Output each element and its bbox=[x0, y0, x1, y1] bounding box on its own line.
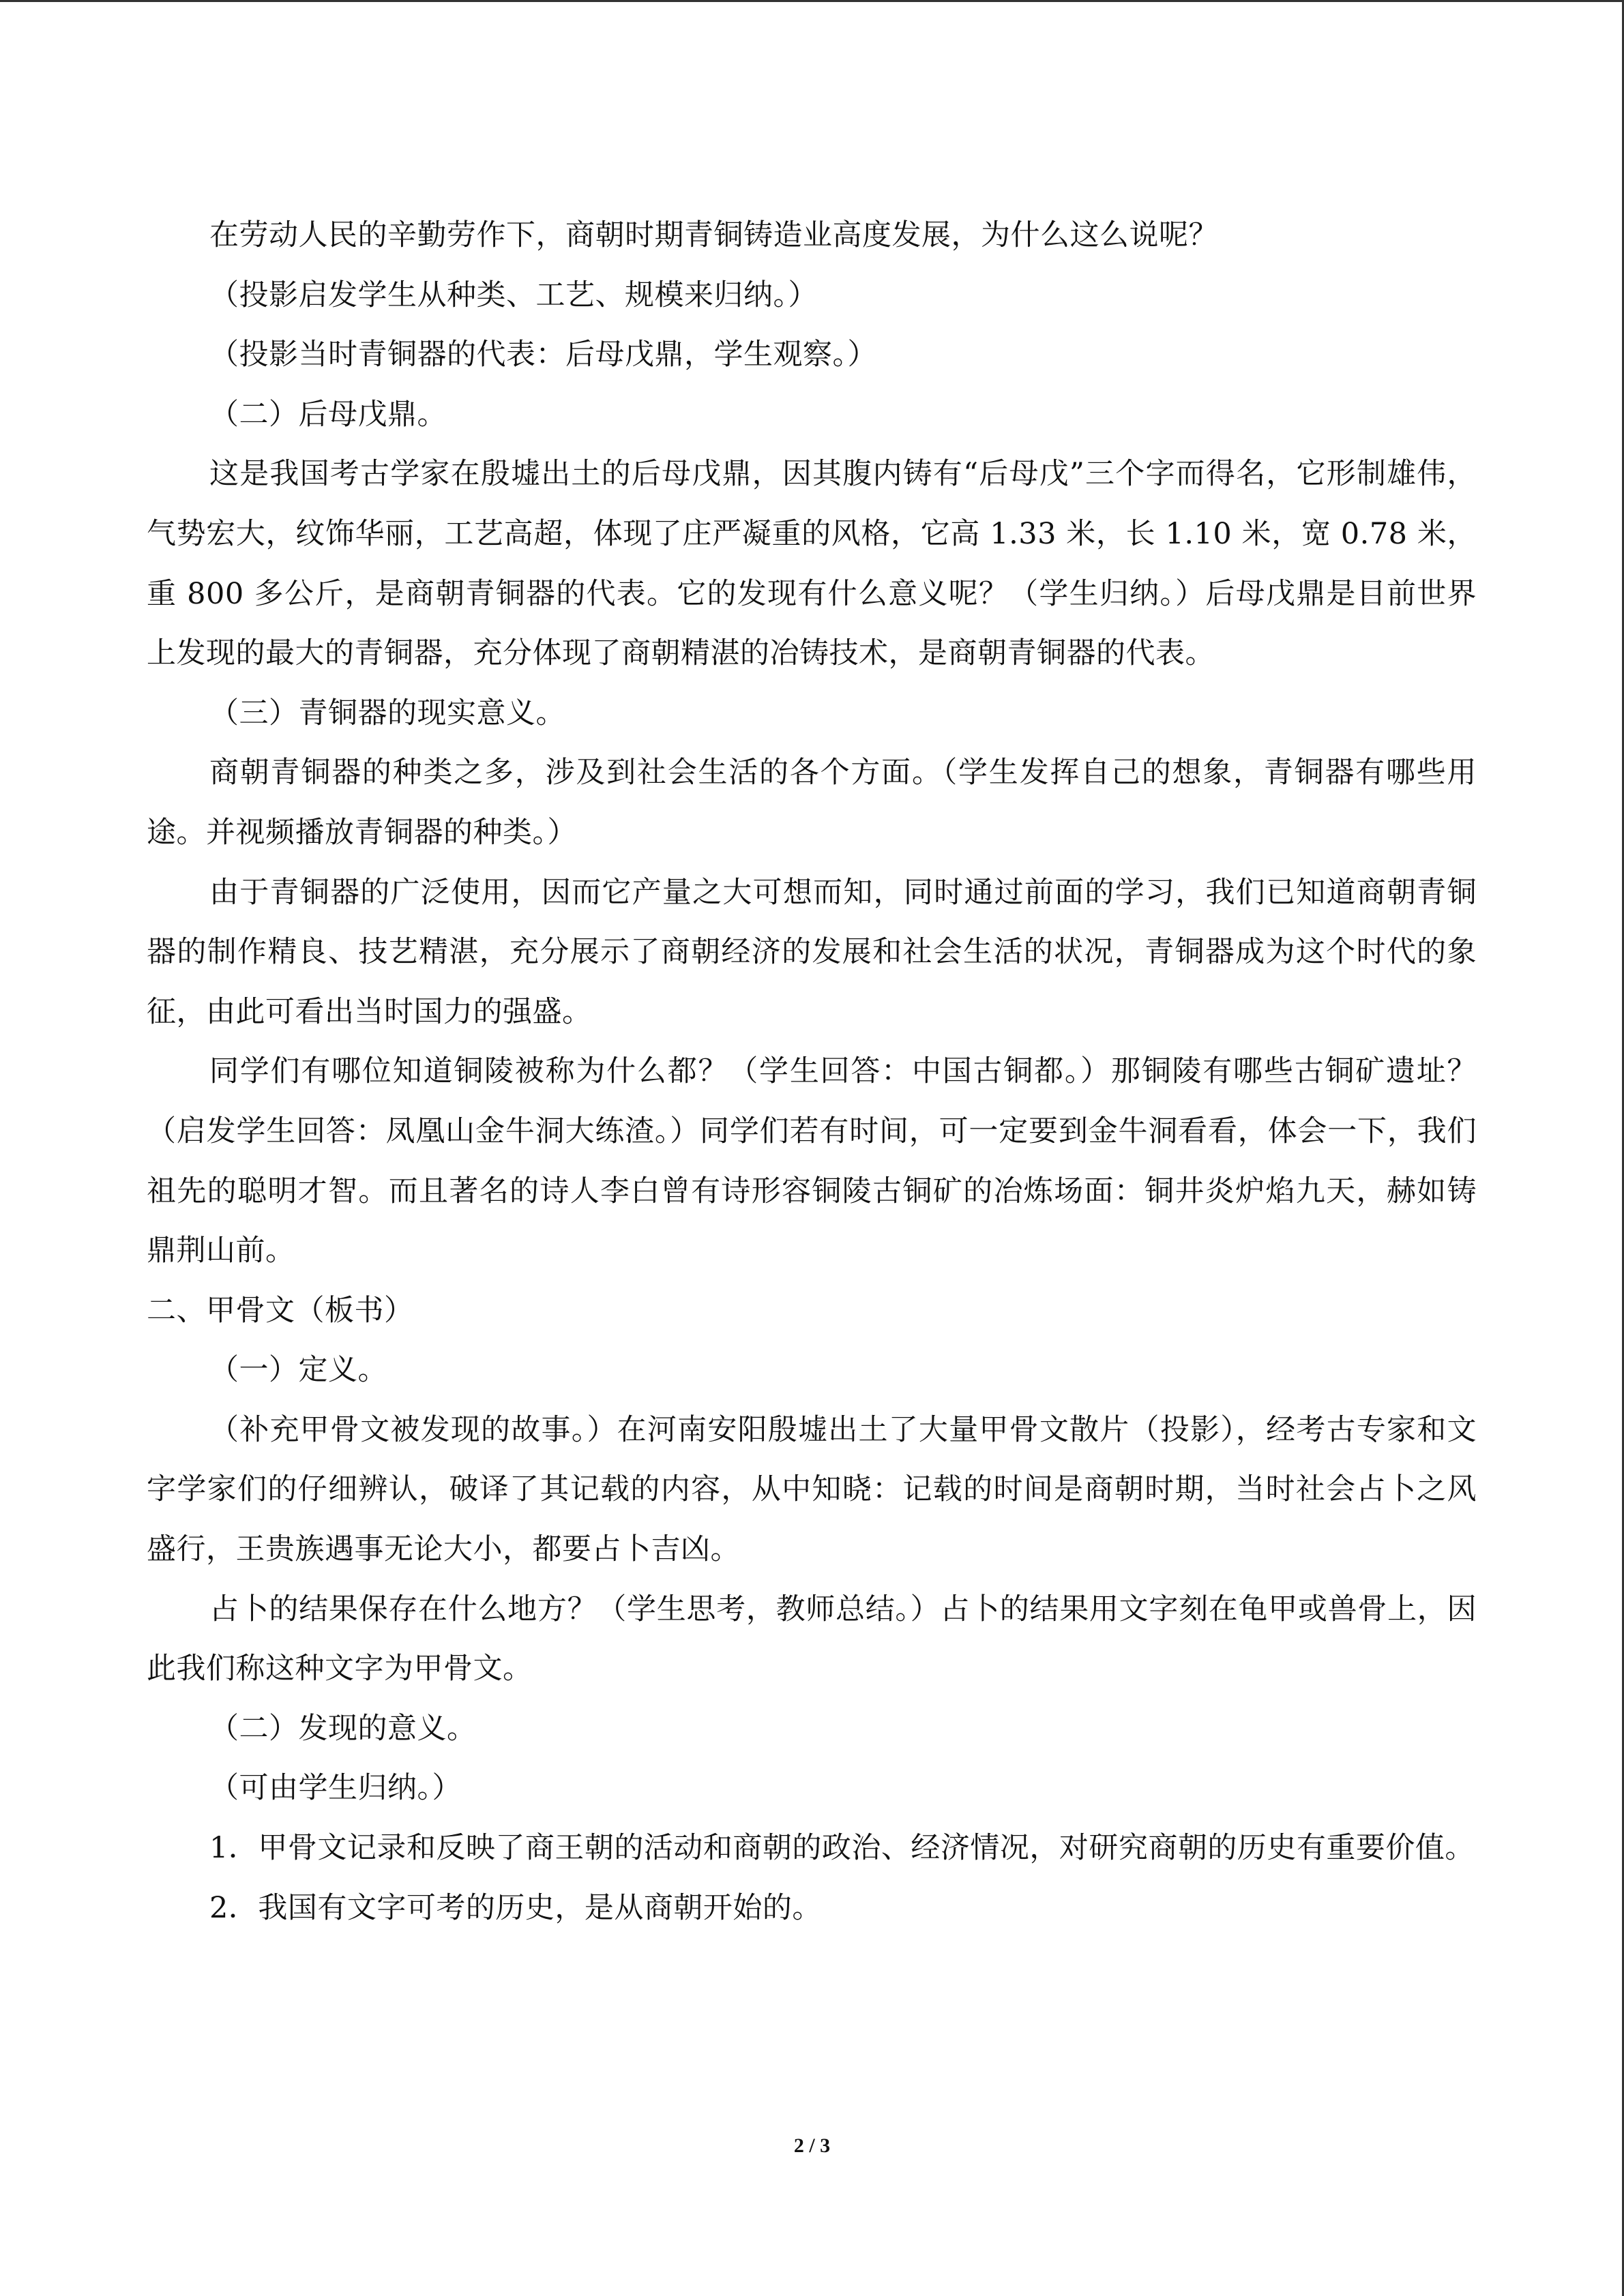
subheading-bronze-significance: （三）青铜器的现实意义。 bbox=[209, 696, 565, 730]
paragraph-bronze-development: 在劳动人民的辛勤劳作下，商朝时期青铜铸造业高度发展，为什么这么说呢？ bbox=[209, 218, 1218, 252]
list-item-2: 2．我国有文字可考的历史，是从商朝开始的。 bbox=[209, 1890, 822, 1925]
paragraph-projection-prompt: （投影启发学生从种类、工艺、规模来归纳。） bbox=[209, 278, 818, 312]
subheading-discovery-significance: （二）发现的意义。 bbox=[209, 1711, 477, 1746]
subheading-houmuwu-ding: （二）后母戊鼎。 bbox=[209, 397, 447, 432]
paragraph-divination: 占卜的结果保存在什么地方？（学生思考，教师总结。）占卜的结果用文字刻在龟甲或兽骨上，因此我们称这种文字为甲骨文。 bbox=[147, 1592, 1477, 1686]
paragraph-houmuwu-description: 这是我国考古学家在殷墟出土的后母戊鼎，因其腹内铸有“后母戊”三个字而得名，它形制雄伟，气势宏大，纹饰华丽，工艺高超，体现了庄严凝重的风格，它高 1.33 米，长 1.10 米，宽 0.78 米，重 800 多公斤，是商朝青铜器的代表。它的发现有什么意义呢？（学生归纳。）后母戊鼎是目前世界上发现的最大的青铜器，充分体现了商朝精湛的冶铸技术，是商朝青铜器的代表。 bbox=[147, 457, 1477, 671]
paragraph-projection-houmuwu: （投影当时青铜器的代表：后母戊鼎，学生观察。） bbox=[209, 338, 877, 372]
paragraph-student-summary: （可由学生归纳。） bbox=[209, 1771, 462, 1806]
paragraph-bronze-types: 商朝青铜器的种类之多，涉及到社会生活的各个方面。（学生发挥自己的想象，青铜器有哪些用途。并视频播放青铜器的种类。） bbox=[147, 756, 1477, 850]
page-number: 2 / 3 bbox=[793, 2134, 831, 2157]
paragraph-oracle-discovery: （补充甲骨文被发现的故事。）在河南安阳殷墟出土了大量甲骨文散片（投影），经考古专家和文字学家们的仔细辨认，破译了其记载的内容，从中知晓：记载的时间是商朝时期，当时社会占卜之风盛行，王贵族遇事无论大小，都要占卜吉凶。 bbox=[147, 1412, 1477, 1567]
section-heading-oracle-bone: 二、甲骨文（板书） bbox=[147, 1293, 414, 1328]
list-item-1: 1．甲骨文记录和反映了商王朝的活动和商朝的政治、经济情况，对研究商朝的历史有重要价值。 bbox=[209, 1831, 1475, 1866]
paragraph-bronze-usage: 由于青铜器的广泛使用，因而它产量之大可想而知，同时通过前面的学习，我们已知道商朝青铜器的制作精良、技艺精湛，充分展示了商朝经济的发展和社会生活的状况，青铜器成为这个时代的象征，由此可看出当时国力的强盛。 bbox=[147, 875, 1477, 1029]
paragraph-tongling: 同学们有哪位知道铜陵被称为什么都？（学生回答：中国古铜都。）那铜陵有哪些古铜矿遗址？（启发学生回答：凤凰山金牛洞大练渣。）同学们若有时间，可一定要到金牛洞看看，体会一下，我们祖先的聪明才智。而且著名的诗人李白曾有诗形容铜陵古铜矿的冶炼场面：铜井炎炉焰九天，赫如铸鼎荆山前。 bbox=[147, 1054, 1477, 1268]
subheading-definition: （一）定义。 bbox=[209, 1353, 387, 1388]
document-body bbox=[147, 206, 1477, 1938]
